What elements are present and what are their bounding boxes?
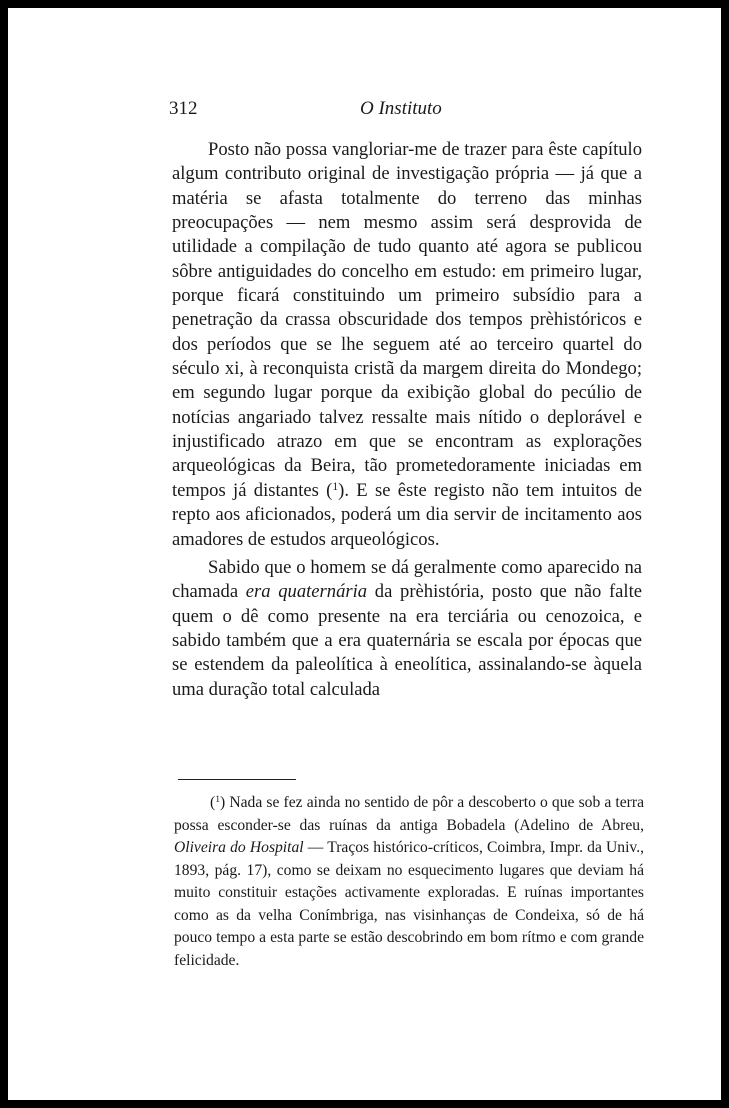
- footnote-open-paren: (: [210, 794, 216, 811]
- book-page: [8, 8, 721, 1100]
- paragraph-1-text: Posto não possa vangloriar-me de trazer para êste capítulo algum contributo original de investigação própria — já que a matéria se afasta totalmente do terreno das minhas preocupações — nem mesmo assim será desprovida de utilidade a compilação de tudo quanto até agora se publicou sôbre antiguidades do concelho em estudo: em primeiro lugar, porque ficará constituindo um primeiro subsídio para a penetração da crassa obscuridade dos tempos prèhistóricos e dos períodos que se lhe seguem até ao terceiro quartel do século xi, à reconquista cristã da margem direita do Mondego; em segundo lugar porque da exibição global do pecúlio de notícias angariado talvez ressalte mais nítido o deplorável e injustificado atrazo em que se encontram as explorações arqueológicas da Beira, tão prometedoramente iniciadas em tempos já distantes (: [172, 139, 642, 501]
- footnote-divider: [178, 779, 296, 780]
- paragraph-1-text-continued: ). E se êste registo não tem intuitos de repto aos aficionados, poderá um dia servir de incitamento aos amadores de estudos arqueológicos.: [172, 479, 642, 550]
- journal-title: O Instituto: [360, 98, 442, 119]
- running-head: [8, 98, 721, 124]
- body-text: [172, 138, 642, 702]
- footnote: [174, 792, 644, 972]
- footnote-text-continued: — Traços histórico-críticos, Coimbra, Impr. da Univ., 1893, pág. 17), como se deixam no esquecimento lugares que deviam há muito constituir estações activamente exploradas. E ruínas importantes como as da velha Conímbriga, nas visinhanças de Condeixa, só de há pouco tempo a esta parte se estão descobrindo em bom rítmo e com grande felicidade.: [174, 839, 645, 969]
- footnote-italic-title: Oliveira do Hospital: [174, 839, 304, 856]
- footnote-text: Nada se fez ainda no sentido de pôr a descoberto o que sob a terra possa esconder-se das ruínas da antiga Bobadela (Adelino de Abreu,: [174, 794, 644, 834]
- page-number: 312: [169, 98, 198, 119]
- paragraph-1: [172, 138, 642, 552]
- italic-term: era quaternária: [245, 581, 368, 603]
- footnote-marker: 1: [215, 794, 221, 806]
- footnote-reference-marker: 1: [332, 481, 339, 494]
- paragraph-2: [172, 556, 642, 702]
- paragraph-2-text: Sabido que o homem se dá geralmente como aparecido na chamada: [172, 556, 642, 603]
- paragraph-2-text-continued: da prèhistória, posto que não falte quem o dê como presente na era terciária ou cenozoica, e sabido também que a era quaternária se escala por épocas que se estendem da paleolítica à eneolítica, assinalando-se àquela uma duração total calculada: [172, 581, 642, 700]
- footnote-close-paren: ): [220, 794, 226, 811]
